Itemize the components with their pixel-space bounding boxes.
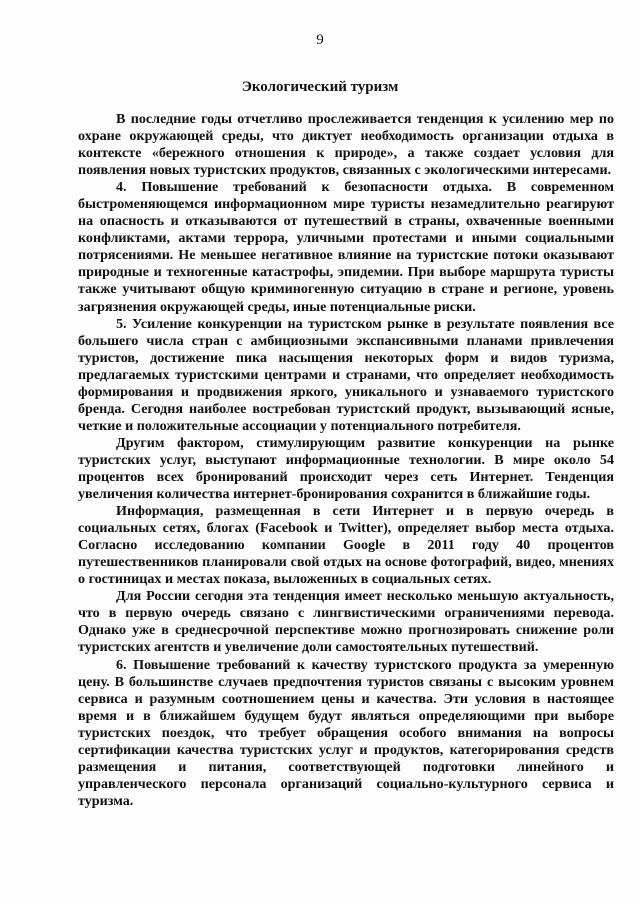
section-title: Экологический туризм — [241, 79, 399, 95]
paragraph-ecotourism-intro: В последние годы отчетливо прослеживается тенденция к усилению мер по охране окружающей среды, что диктует необходимость организации отдыха в контексте «бережного отношения к природе», а также создает условия для появления новых туристских продуктов, связанных с экологическими интересами. — [78, 111, 614, 179]
paragraph-social-networks: Информация, размещенная в сети Интернет и в первую очередь в социальных сетях, блогах (Facebook и Twitter), определяет выбор места отдыха. Согласно исследованию компании Google в 2011 году 40 процентов путешественников планировали свой отдых на основе фотографий, видео, мнениях о гостиницах и местах показа, выложенных в социальных сетях. — [78, 503, 614, 588]
body-text — [78, 111, 614, 810]
paragraph-information-technology: Другим фактором, стимулирующим развитие конкуренции на рынке туристских услуг, выступают информационные технологии. В мире около 54 процентов всех бронирований происходит через сеть Интернет. Тенденция увеличения количества интернет-бронирования сохранится в ближайшие годы. — [78, 434, 614, 503]
paragraph-competition: 5. Усиление конкуренции на туристском рынке в результате появления все большего числа стран с амбициозными экспансивными планами привлечения туристов, достижение пика насыщения некоторых форм и видов туризма, предлагаемых туристскими центрами и странами, что определяет необходимость формирования и продвижения яркого, уникального и узнаваемого туристского бренда. Сегодня наиболее востребован туристский продукт, вызывающий ясные, четкие и положительные ассоциации у потенциального потребителя. — [78, 315, 614, 434]
paragraph-safety-requirements: 4. Повышение требований к безопасности отдыха. В современном быстроменяющемся информационном мире туристы незамедлительно реагируют на опасность и отказываются от путешествий в страны, охваченные военными конфликтами, актами террора, уличными протестами и иными социальными потрясениями. Не меньшее негативное влияние на туристские потоки оказывают природные и техногенные катастрофы, эпидемии. При выборе маршрута туристы также учитывают общую криминогенную ситуацию в стране и регионе, уровень загрязнения окружающей среды, иные потенциальные риски. — [78, 179, 614, 315]
paragraph-russia-trend: Для России сегодня эта тенденция имеет несколько меньшую актуальность, что в первую очередь связано с лингвистическими ограничениями перевода. Однако уже в среднесрочной перспективе можно прогнозировать снижение роли туристских агентств и увеличение доли самостоятельных путешествий. — [78, 588, 614, 656]
page-number: 9 — [316, 32, 324, 48]
paragraph-quality-requirements: 6. Повышение требований к качеству туристского продукта за умеренную цену. В большинстве случаев предпочтения туристов связаны с высоким уровнем сервиса и разумным соотношением цены и качества. Эти условия в настоящее время и в ближайшем будущем будут являться определяющими при выборе туристских поездок, что требует обращения особого внимания на вопросы сертификации качества туристских услуг и продуктов, категорирования средств размещения и питания, соответствующей подготовки линейного и управленческого персонала организаций социально-культурного сервиса и туризма. — [78, 656, 614, 809]
